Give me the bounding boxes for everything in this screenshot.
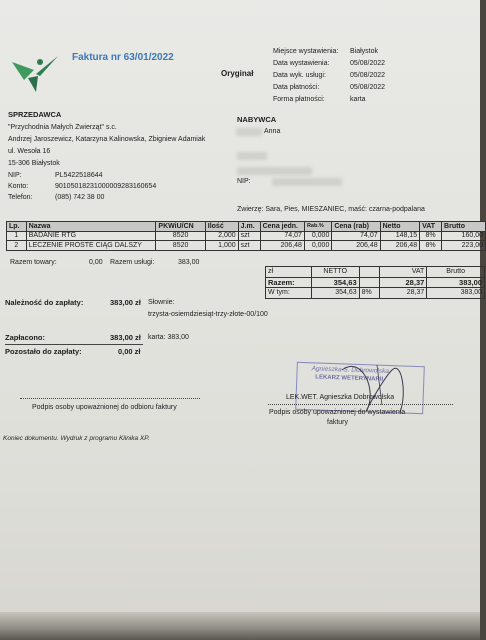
services-total-value: 383,00 bbox=[178, 259, 200, 266]
col-header-net: Netto bbox=[380, 222, 419, 232]
meta-value-payment-method: karta bbox=[350, 96, 366, 103]
buyer-heading: NABYWCA bbox=[237, 115, 277, 124]
meta-label-place: Miejsce wystawienia: bbox=[273, 48, 339, 55]
receiver-signature-line bbox=[20, 398, 200, 399]
vat-summary-table bbox=[265, 266, 485, 299]
items-table bbox=[6, 221, 486, 251]
paid-method: karta: 383,00 bbox=[148, 334, 189, 341]
amount-words: trzysta-osiemdziesiąt-trzy-złote-00/100 bbox=[148, 311, 268, 318]
summary-wtym-gross: 383,00 bbox=[427, 288, 485, 299]
summary-header-vat: VAT bbox=[379, 267, 427, 278]
issuer-caption-2: faktury bbox=[327, 419, 349, 426]
col-header-discount: Rab.% bbox=[304, 222, 331, 232]
summary-header-net: NETTO bbox=[311, 267, 359, 278]
summary-header-row bbox=[266, 267, 485, 278]
remaining-label: Pozostało do zapłaty: bbox=[5, 347, 82, 356]
amount-due-value: 383,00 zł bbox=[110, 298, 141, 307]
cell-unit: szt bbox=[238, 241, 260, 251]
buyer-nip-label: NIP: bbox=[237, 178, 251, 185]
meta-value-issue-date: 05/08/2022 bbox=[350, 60, 386, 67]
stamp-name: Agnieszka S. Dobrowolska bbox=[311, 365, 390, 375]
issuer-caption-1: Podpis osoby upoważnionej do wystawienia bbox=[269, 409, 406, 416]
cell-net: 148,15 bbox=[380, 231, 419, 241]
items-header-row bbox=[7, 222, 486, 232]
table-row bbox=[7, 231, 486, 241]
table-surface bbox=[0, 612, 480, 640]
summary-total-gross: 383,00 bbox=[427, 277, 485, 288]
remaining-value: 0,00 zł bbox=[118, 347, 141, 356]
summary-total-net: 354,63 bbox=[311, 277, 359, 288]
original-label: Oryginał bbox=[221, 69, 254, 78]
summary-total-vat: 28,37 bbox=[379, 277, 427, 288]
seller-phone: (085) 742 38 00 bbox=[55, 194, 105, 201]
meta-label-service-date: Data wyk. usługi: bbox=[273, 72, 326, 79]
cell-name: LECZENIE PROSTE CIĄG DALSZY bbox=[26, 241, 156, 251]
paid-label: Zapłacono: bbox=[5, 333, 46, 342]
issuer-signature-line bbox=[268, 404, 453, 405]
cell-lp: 1 bbox=[7, 231, 27, 241]
stamp-title: LEKARZ WETERYNARII bbox=[315, 374, 384, 383]
meta-label-payment-date: Data płatności: bbox=[273, 84, 320, 91]
col-header-vat: VAT bbox=[420, 222, 442, 232]
seller-nip: PL5422518644 bbox=[55, 172, 103, 179]
cell-qty: 2,000 bbox=[205, 231, 238, 241]
col-header-price-disc: Cena (rab) bbox=[332, 222, 380, 232]
summary-header-gross: Brutto bbox=[427, 267, 485, 278]
clinic-logo-icon bbox=[10, 50, 60, 94]
invoice-title: Faktura nr 63/01/2022 bbox=[72, 52, 174, 63]
cell-qty: 1,000 bbox=[205, 241, 238, 251]
goods-total-label: Razem towary: bbox=[10, 259, 57, 266]
summary-total-row bbox=[266, 277, 485, 288]
summary-wtym-row bbox=[266, 288, 485, 299]
cell-unit-price: 74,07 bbox=[260, 231, 304, 241]
meta-value-payment-date: 05/08/2022 bbox=[350, 84, 386, 91]
cell-lp: 2 bbox=[7, 241, 27, 251]
meta-label-issue-date: Data wystawienia: bbox=[273, 60, 330, 67]
col-header-qty: Ilość bbox=[205, 222, 238, 232]
seller-city: 15-306 Białystok bbox=[8, 160, 60, 167]
services-total-label: Razem usługi: bbox=[110, 259, 155, 266]
col-header-name: Nazwa bbox=[26, 222, 156, 232]
paid-value: 383,00 zł bbox=[110, 333, 141, 342]
cell-pkwiu: 8520 bbox=[156, 241, 205, 251]
cell-unit-price: 206,48 bbox=[260, 241, 304, 251]
cell-vat: 8% bbox=[420, 231, 442, 241]
seller-owners: Andrzej Jaroszewicz, Katarzyna Kalinowska, Zbigniew Adamiak bbox=[8, 136, 206, 143]
buyer-name: Anna bbox=[264, 128, 281, 135]
col-header-unit-price: Cena jedn. bbox=[260, 222, 304, 232]
cell-net: 206,48 bbox=[380, 241, 419, 251]
col-header-lp: Lp. bbox=[7, 222, 27, 232]
cell-discount: 0,000 bbox=[304, 231, 331, 241]
cell-gross: 223,00 bbox=[442, 241, 486, 251]
summary-wtym-label: W tym: bbox=[266, 288, 312, 299]
meta-value-place: Białystok bbox=[350, 48, 379, 55]
amount-words-label: Słownie: bbox=[148, 299, 175, 306]
col-header-unit: J.m. bbox=[238, 222, 260, 232]
issuer-name: LEK.WET. Agnieszka Dobrowolska bbox=[286, 394, 395, 401]
cell-discount: 0,000 bbox=[304, 241, 331, 251]
document-footer: Koniec dokumentu. Wydruk z programu Klinika XP. bbox=[3, 435, 150, 442]
seller-phone-label: Telefon: bbox=[8, 194, 33, 201]
summary-wtym-rate: 8% bbox=[359, 288, 379, 299]
cell-price-disc: 74,07 bbox=[332, 231, 380, 241]
col-header-pkwiu: PKWiU/CN bbox=[156, 222, 205, 232]
seller-nip-label: NIP: bbox=[8, 172, 22, 179]
seller-name: "Przychodnia Małych Zwierząt" s.c. bbox=[8, 124, 117, 131]
seller-street: ul. Wesoła 16 bbox=[8, 148, 51, 155]
receiver-caption: Podpis osoby upoważnionej do odbioru faktury bbox=[32, 404, 177, 411]
cell-vat: 8% bbox=[420, 241, 442, 251]
seller-heading: SPRZEDAWCA bbox=[8, 110, 62, 119]
summary-wtym-vat: 28,37 bbox=[379, 288, 427, 299]
meta-value-service-date: 05/08/2022 bbox=[350, 72, 386, 79]
animal-info: Zwierzę: Sara, Pies, MIESZANIEC, maść: czarna-podpalana bbox=[237, 206, 425, 213]
meta-label-payment-method: Forma płatności: bbox=[273, 96, 325, 103]
summary-header-currency: zł bbox=[266, 267, 312, 278]
buyer-city-redacted bbox=[237, 167, 312, 175]
amount-due-label: Należność do zapłaty: bbox=[5, 298, 84, 307]
goods-total-value: 0,00 bbox=[89, 259, 103, 266]
cell-unit: szt bbox=[238, 231, 260, 241]
paid-underline bbox=[5, 344, 143, 345]
cell-gross: 160,00 bbox=[442, 231, 486, 241]
seller-account: 90105018231000009283160654 bbox=[55, 183, 157, 190]
summary-wtym-net: 354,63 bbox=[311, 288, 359, 299]
cell-pkwiu: 8520 bbox=[156, 231, 205, 241]
summary-total-label: Razem: bbox=[266, 277, 312, 288]
buyer-surname-redacted bbox=[236, 128, 262, 136]
buyer-address-redacted bbox=[237, 152, 267, 160]
col-header-gross: Brutto bbox=[442, 222, 486, 232]
table-row bbox=[7, 241, 486, 251]
cell-price-disc: 206,48 bbox=[332, 241, 380, 251]
cell-name: BADANIE RTG bbox=[26, 231, 156, 241]
buyer-nip-redacted bbox=[272, 178, 342, 186]
seller-account-label: Konto: bbox=[8, 183, 29, 190]
